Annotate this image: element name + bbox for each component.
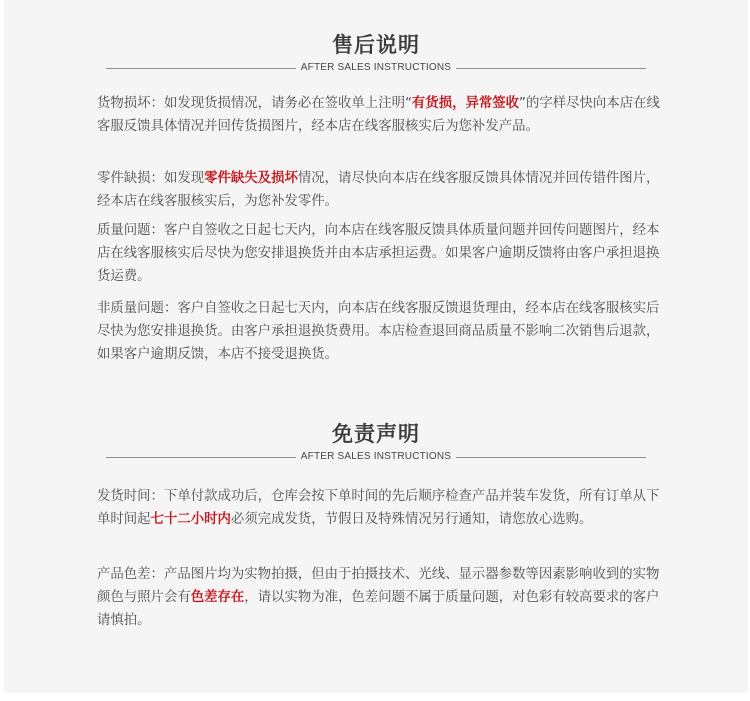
after-sales-title: 售后说明 xyxy=(332,33,420,57)
highlight-text: 色差存在 xyxy=(190,590,245,605)
disclaimer-title: 免责声明 xyxy=(332,422,420,446)
highlight-text: 七十二小时内 xyxy=(150,512,231,527)
non-quality-issue-paragraph: 非质量问题：客户自签收之日起七天内，向本店在线客服反馈退货理由，经本店在线客服核实后尽快为您安排退换货。由客户承担退换货费用。本店检查退回商品质量不影响二次销售后退款，如果客户逾期反馈，本店不接受退换货。 xyxy=(97,301,660,362)
highlight-text: 有货损，异常签收 xyxy=(411,96,520,111)
after-sales-subtitle: AFTER SALES INSTRUCTIONS xyxy=(300,62,452,73)
divider-right xyxy=(456,457,646,458)
shipping-time-paragraph: 发货时间：下单付款成功后，仓库会按下单时间的先后顺序检查产品并装车发货，所有订单从下单时间起七十二小时内必须完成发货，节假日及特殊情况另行通知，请您放心选购。 xyxy=(97,489,660,527)
disclaimer-header xyxy=(4,420,748,464)
instructions-page xyxy=(4,0,748,693)
disclaimer-subtitle-line xyxy=(106,450,646,464)
highlight-text: 零件缺失及损坏 xyxy=(204,171,298,186)
divider-right xyxy=(456,68,646,69)
cargo-damage-paragraph: 货物损坏：如发现货损情况，请务必在签收单上注明“有货损，异常签收”的字样尽快向本店在线客服反馈具体情况并回传货损图片，经本店在线客服核实后为您补发产品。 xyxy=(97,96,660,134)
after-sales-subtitle-line xyxy=(106,61,646,75)
after-sales-header xyxy=(4,31,748,75)
disclaimer-subtitle: AFTER SALES INSTRUCTIONS xyxy=(300,451,452,462)
quality-issue-paragraph: 质量问题：客户自签收之日起七天内，向本店在线客服反馈具体质量问题并回传问题图片，经本店在线客服核实后尽快为您安排退换货并由本店承担运费。如果客户逾期反馈将由客户承担退换货运费。 xyxy=(97,223,660,284)
color-difference-paragraph: 产品色差：产品图片均为实物拍摄，但由于拍摄技术、光线、显示器参数等因素影响收到的实物颜色与照片会有色差存在，请以实物为准，色差问题不属于质量问题，对色彩有较高要求的客户请慎拍。 xyxy=(97,567,660,628)
parts-missing-paragraph: 零件缺损：如发现零件缺失及损坏情况，请尽快向本店在线客服反馈具体情况并回传错件图片，经本店在线客服核实后，为您补发零件。 xyxy=(97,171,660,209)
